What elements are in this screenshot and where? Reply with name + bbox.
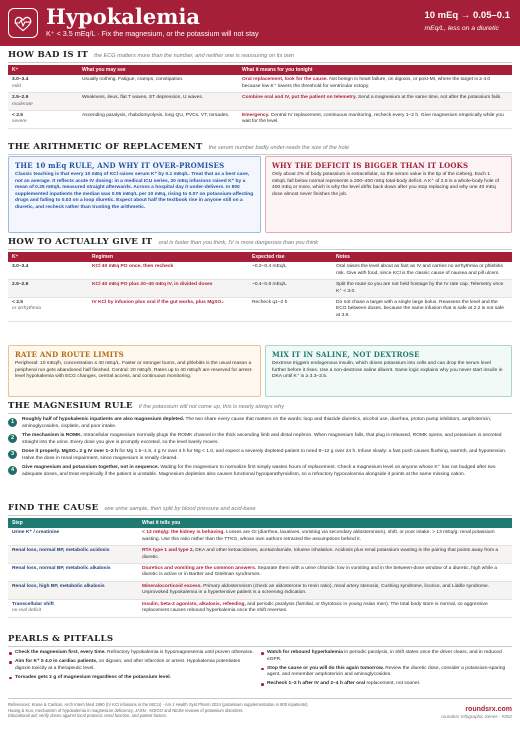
deficit-box — [265, 156, 512, 233]
rule-note: mEq/L, less on a diuretic — [424, 24, 499, 32]
section-title: PEARLS & PITFALLS — [8, 634, 114, 644]
expected-rise: ~0.2–0.4 mEq/L — [248, 262, 332, 279]
rule-main: 10 mEq → 0.05–0.1 — [424, 10, 510, 21]
severity-table — [8, 65, 512, 129]
box-text: Only about 2% of body potassium is extracellular, so the serum value is the tip of the iceberg. Each 1 mEq/L fall below normal represents a 200–400 mEq total-body deficit. A K⁺ of 2.5 is a whole-body hole of 400 mEq or more, which is why the level drifts back down after you stop replacing and why one 40 mEq dose almost never finishes the job. — [272, 172, 499, 197]
box-title: MIX IT IN SALINE, NOT DEXTROSE — [272, 350, 420, 359]
cause-section — [8, 503, 512, 618]
series-label: rounders Infographic Series · #052 — [441, 714, 512, 720]
notes: Oral raises the level about as fast as IV and carries no arrhythmia or phlebitis risk. Give with food, since KCl is the classic cause of nausea and pill ulcers. — [332, 262, 512, 279]
cause-detail: Mineralocorticoid excess. Primary aldosteronism (check an aldosterone to renin ratio), renal artery stenosis, Cushing syndrome, licorice, and Liddle syndrome. Unprovoked hypokalemia in a hypertensive patient is a screening indication. — [138, 581, 512, 599]
expected-rise: Recheck q1–2 h — [248, 298, 332, 322]
give-section — [8, 237, 512, 322]
severity-meaning: Emergency. Central IV replacement, continuous monitoring, recheck every 1–2 h. Give magnesium empirically while you wait for the level. — [238, 111, 512, 129]
severity-level: 2.5–2.9 — [12, 95, 29, 101]
expected-rise: ~0.4–0.8 mEq/L — [248, 280, 332, 298]
col-header: Step — [8, 518, 138, 528]
ten-meq-rule-box — [8, 156, 261, 233]
k-range-note: or arrhythmia — [12, 306, 41, 312]
k-range: 2.5–2.9 — [8, 280, 88, 298]
table-row — [8, 581, 512, 599]
arithmetic-section — [8, 142, 512, 155]
list-item: Check the magnesium first, every time. Refractory hypokalemia is hypomagnesemia until proven otherwise. — [8, 650, 254, 656]
table-row — [8, 298, 512, 322]
section-subtitle: the serum number badly under-reads the size of the hole — [208, 145, 350, 151]
section-subtitle: oral is faster than you think, IV is more dangerous than you think — [158, 240, 318, 246]
box-title: RATE AND ROUTE LIMITS — [15, 350, 124, 359]
magnesium-rules — [8, 417, 512, 478]
severity-signs: Ascending paralysis, rhabdomyolysis, long QU, PVCs, VT, torsades. — [78, 111, 238, 129]
notes: Split the route so you are not held hostage by the IV rate cap. Telemetry once K⁺ < 3.0. — [332, 280, 512, 298]
col-header: Notes — [332, 252, 512, 262]
saline-box — [265, 345, 512, 397]
regimen-table — [8, 252, 512, 322]
table-row — [8, 75, 512, 92]
section-subtitle: if the potassium will not come up, this is nearly always why — [138, 404, 285, 410]
list-item: 4 Give magnesium and potassium together, not in sequence. Waiting for the magnesium to normalize first simply wastes hours of replacement. Check a magnesium level on anyone whose K⁺ has not budged after two adequate doses, and treat empirically if the patient is unstable. Magnesium depletion also causes functional hypoparathyroidism, so a refractory hypocalcemia alongside it points at the same missing cation. — [8, 465, 512, 478]
severity-level: 3.0–3.4 — [12, 77, 29, 83]
cause-detail: RTA type 1 and type 2, DKA and other ketoacidoses, acetazolamide, toluene inhalation. Acidosis plus renal potassium wasting is the pairing that points away from a diuretic. — [138, 546, 512, 564]
table-row — [8, 111, 512, 129]
col-header: K⁺ — [8, 65, 78, 75]
section-title: HOW TO ACTUALLY GIVE IT — [8, 237, 153, 247]
col-header: Regimen — [88, 252, 248, 262]
references: References: Kruse & Carlson, Arch Intern Med 1990 (IV KCl infusions in the MICU) · Am J Health Syst Pharm 2024 (potassium supplementation in 800 inpatients) — [8, 702, 308, 707]
heart-pulse-icon — [8, 8, 38, 38]
pearls-section — [8, 634, 512, 690]
pearls-right — [260, 650, 512, 690]
severity-meaning: Combine oral and IV, put the patient on telemetry. Send a magnesium at the same time, not after the potassium fails. — [238, 93, 512, 111]
rule-callout — [424, 10, 510, 34]
step-number: 3 — [8, 450, 17, 459]
col-header: What you may see — [78, 65, 238, 75]
list-item: 2 The mechanism is ROMK. Intracellular magnesium normally plugs the ROMK channel in the thick ascending limb and distal nephron. When magnesium falls, that plug is released, ROMK opens, and potassium is secreted straight into the urine. Every dose you give is promptly excreted, so the level barely moves. — [8, 433, 512, 446]
table-row — [8, 546, 512, 564]
disclaimer: Educational aid; verify doses against local protocol, renal function, and patient factors. — [8, 713, 168, 719]
severity-label: mild — [12, 83, 21, 89]
table-row — [8, 564, 512, 582]
step-number: 4 — [8, 466, 17, 475]
cause-detail: Diuretics and vomiting are the common answers. Separate them with a urine chloride: low in vomiting and in the between-dose window of a diuretic, high while a diuretic is active or in Bartter and Gitelman syndromes. — [138, 564, 512, 582]
severity-signs: Weakness, ileus, flat T waves, ST depression, U waves. — [78, 93, 238, 111]
pearls-left — [8, 650, 260, 690]
severity-meaning: Oral replacement, look for the cause. Not benign in heart failure, on digoxin, or post-MI, where the target is ≥ 4.0 because low K⁺ lowers the threshold for ventricular ectopy. — [238, 75, 512, 92]
box-text: Dextrose triggers endogenous insulin, which drives potassium into cells and can drop the serum level further before it rises. Use a non-dextrose saline diluent. Same logic explains why you never start insulin in DKA until K⁺ is ≥ 3.3–3.5. — [272, 361, 503, 380]
section-title: HOW BAD IS IT — [8, 50, 89, 60]
table-row — [8, 93, 512, 111]
k-range: < 2.5 — [12, 300, 24, 305]
k-range: 3.0–3.4 — [8, 262, 88, 279]
severity-level: < 2.5 — [12, 113, 24, 118]
box-text: Peripheral: 10 mEq/h, concentration ≤ 40 mEq/L. Faster or stronger burns, and phlebitis is the usual reason a peripheral run gets abandoned half finished. Central: 20 mEq/h. Rates up to 40 mEq/h are reserved for arrest-level hypokalemia with ECG changes, central access, and continuous monitoring. — [15, 361, 253, 380]
col-header: Expected rise — [248, 252, 332, 262]
table-row — [8, 262, 512, 279]
list-item: 1 Roughly half of hypokalemic inpatients are also magnesium depleted. The two share every cause that matters on the wards: loop and thiazide diuretics, alcohol use, diarrhea, proton pump inhibitors, amphotericin, aminoglycosides, cisplatin, and poor intake. — [8, 417, 512, 430]
section-subtitle: the ECG matters more than the number, and neither one is reassuring on its own — [94, 53, 295, 59]
rate-limits-box — [8, 345, 261, 397]
notes: Do not chase a target with a single large bolus. Reassess the level and the ECG between doses, because the same infusion that is safe at 2.2 is not safe at 3.8. — [332, 298, 512, 322]
header-banner — [0, 0, 520, 46]
page-subtitle: K⁺ < 3.5 mEq/L · Fix the magnesium, or the potassium will not stay — [46, 29, 259, 38]
cause-step: Transcellular shift no real deficit — [8, 599, 138, 617]
magnesium-section — [8, 401, 512, 481]
regimen: IV KCl by infusion plus oral if the gut works, plus MgSO₄ — [88, 298, 248, 322]
table-row — [8, 528, 512, 545]
brand-link[interactable]: roundsrx.com — [465, 706, 512, 713]
col-header: What it tells you — [138, 518, 512, 528]
list-item: Aim for K⁺ ≥ 4.0 in cardiac patients, on digoxin, and after infarction or arrest. Hypokalemia potentiates digoxin toxicity at a therapeutic level. — [8, 659, 254, 672]
cause-step: Renal loss, normal BP, metabolic alkalosis — [8, 564, 138, 582]
box-title: THE 10 mEq RULE, AND WHY IT OVER-PROMISES — [15, 161, 225, 170]
regimen: KCl 40 mEq PO once, then recheck — [88, 262, 248, 279]
severity-signs: Usually nothing. Fatigue, cramps, constipation. — [78, 75, 238, 92]
page-title: Hypokalemia — [46, 4, 201, 29]
box-title: WHY THE DEFICIT IS BIGGER THAN IT LOOKS — [272, 161, 469, 170]
cause-table — [8, 518, 512, 617]
cause-detail: Insulin, beta-2 agonists, alkalosis, refeeding, and periodic paralysis (familial, or thyrotoxic in young Asian men). The total body store is normal, so aggressive replacement causes rebound hyperkalemia once the shift reverses. — [138, 599, 512, 617]
section-title: THE ARITHMETIC OF REPLACEMENT — [8, 142, 203, 152]
table-row — [8, 599, 512, 617]
list-item: Torsades gets 2 g of magnesium regardless of the potassium level. — [8, 675, 254, 681]
section-title: THE MAGNESIUM RULE — [8, 401, 133, 411]
list-item: 3 Dose it properly. MgSO₄ 2 g IV over 1–2 h for Mg 1.5–1.9, 4 g IV over 4 h for Mg < 1.0, and expect a severely depleted patient to need 8–12 g over 24 h. Infuse slowly: a fast push causes flushing, warmth, and hypotension. Halve the dose in renal impairment, since magnesium is renally cleared. — [8, 449, 512, 462]
references-2: Huang & Kuo, mechanism of hypokalemia in magnesium deficiency, JASN · KDIGO and NEJM reviews of potassium disorders. — [8, 707, 244, 713]
section-subtitle: one urine sample, then split by blood pressure and acid-base — [104, 506, 256, 512]
col-header: What it means for you tonight — [238, 65, 512, 75]
step-number: 1 — [8, 418, 17, 427]
footer — [8, 698, 512, 719]
list-item: Recheck 1–2 h after IV and 2–4 h after oral replacement, not sooner. — [260, 681, 506, 687]
list-item: Stop the cause or you will do this again tomorrow. Review the diuretic dose, consider a potassium-sparing agent, and remember amphotericin and aminoglycosides. — [260, 666, 506, 679]
section-title: FIND THE CAUSE — [8, 503, 99, 513]
cause-step: Renal loss, normal BP, metabolic acidosis — [8, 546, 138, 564]
cause-step: Urine K⁺ / creatinine — [8, 528, 138, 545]
list-item: Watch for rebound hyperkalemia in periodic paralysis, in shift states once the driver clears, and in reduced eGFR. — [260, 650, 506, 663]
col-header: K⁺ — [8, 252, 88, 262]
severity-label: moderate — [12, 101, 33, 107]
table-row — [8, 280, 512, 298]
cause-detail: < 13 mEq/g: the kidney is behaving. Losses are GI (diarrhea, laxatives, vomiting via secondary aldosteronism), shift, or poor intake. > 13 mEq/g: renal potassium wasting. Use this ratio rather than the TTKG, whose own authors retracted the assumptions behind it. — [138, 528, 512, 545]
cause-step: Renal loss, high BP, metabolic alkalosis — [8, 581, 138, 599]
regimen: KCl 40 mEq PO plus 20–40 mEq IV, in divided doses — [88, 280, 248, 298]
step-number: 2 — [8, 434, 17, 443]
box-text: Classic teaching is that every 10 mEq of KCl raises serum K⁺ by 0.1 mEq/L. Treat that as a best case, not an average. It reflects acute IV dosing: in a medical ICU series, 20 mEq infusions raised K⁺ by a mean of 0.25 mEq/L measured straight afterwards. Across a hospital day it under-delivers. In 800 supplemented inpatients the median was 0.05 mEq/L per 10 mEq, rising to 0.07 on potassium-affecting drugs and falling to 0.03 on a loop diuretic. Expect about half the textbook rise in anyone still on a diuretic, and recheck rather than trusting the arithmetic. — [15, 172, 254, 210]
severity-section — [8, 50, 512, 129]
severity-label: severe — [12, 119, 27, 125]
